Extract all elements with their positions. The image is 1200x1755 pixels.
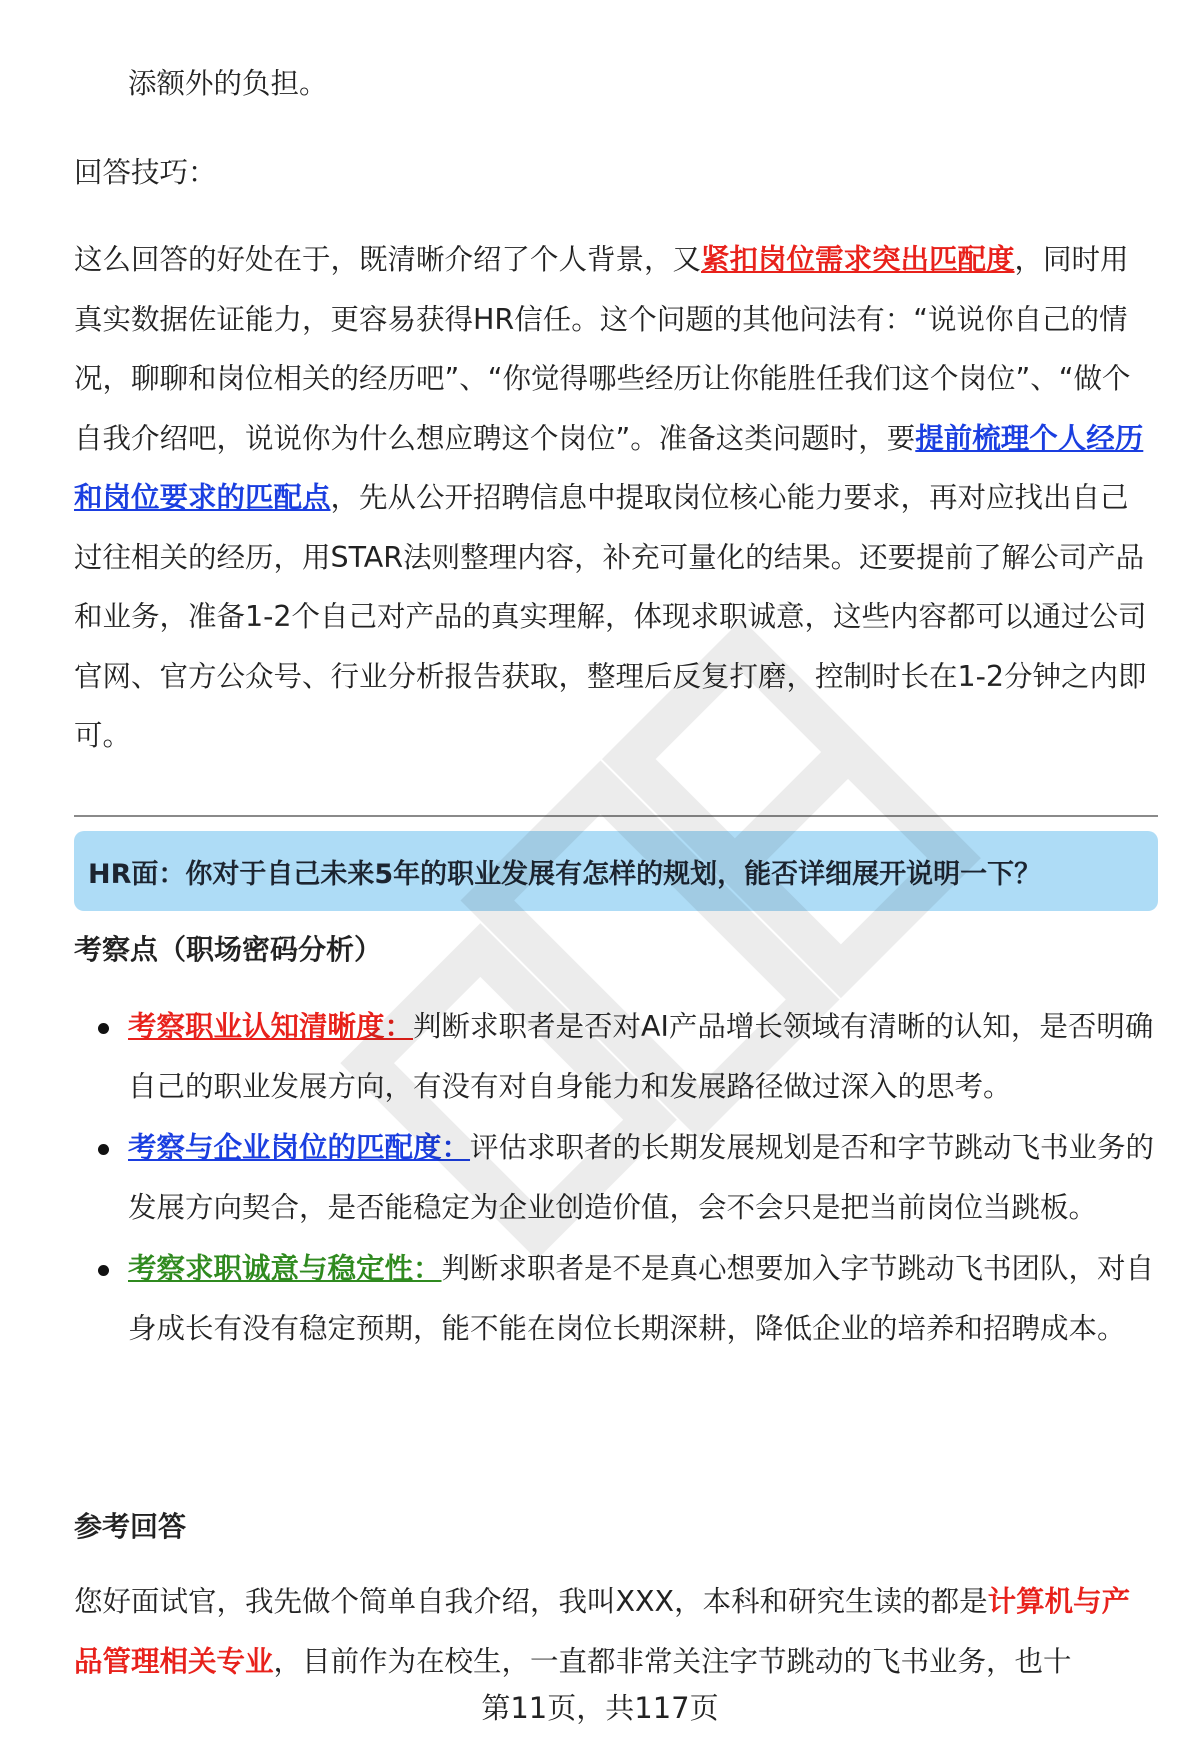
page-number-footer: 第11页，共117页 — [481, 1691, 719, 1725]
paragraph-text: ，同时用真实数据佐证能力，更容易获得HR信任。这个问题的其他问法有：“说说你自己的情况，聊聊和岗位相关的经历吧”、“你觉得哪些经历让你能胜任我们这个岗位”、“做个自我介绍吧，说说你为什么想应聘这个岗位”。准备这类问题时，要 — [74, 243, 1131, 455]
section-divider — [74, 815, 1158, 817]
tips-label: 回答技巧： — [74, 156, 217, 189]
reference-answer-heading: 参考回答 — [74, 1510, 187, 1543]
bullet-text: 评估求职者的长期发展规划是否和字节跳动飞书业务的发展方向契合，是否能稳定为企业创造价值，会不会只是把当前岗位当跳板。 — [128, 1131, 1155, 1224]
bullet-label-red: 考察职业认知清晰度： — [128, 1010, 414, 1043]
bullet-dot-icon — [98, 1144, 109, 1155]
list-item — [74, 1239, 1158, 1358]
list-item — [74, 997, 1158, 1116]
reference-answer-paragraph — [74, 1572, 1154, 1691]
bullet-text: 判断求职者是否对AI产品增长领域有清晰的认知，是否明确自己的职业发展方向，有没有对自身能力和发展路径做过深入的思考。 — [128, 1010, 1154, 1103]
paragraph-text: 这么回答的好处在于，既清晰介绍了个人背景，又 — [74, 243, 702, 276]
paragraph-text: ，目前作为在校生，一直都非常关注字节跳动的飞书业务，也十 — [273, 1644, 1072, 1678]
highlight-red-text: 计算机与产品管理相关专业 — [74, 1585, 1131, 1678]
paragraph-text: ，先从公开招聘信息中提取岗位核心能力要求，再对应找出自己过往相关的经历，用STAR法则整理内容，补充可量化的结果。还要提前了解公司产品和业务，准备1-2个自己对产品的真实理解，体现求职诚意，这些内容都可以通过公司官网、官方公众号、行业分析报告获取，整理后反复打磨，控制时长在1-2分钟之内即可。 — [74, 481, 1147, 752]
highlight-blue-text: 提前梳理个人经历和岗位要求的匹配点 — [74, 421, 1144, 514]
bullet-dot-icon — [98, 1023, 109, 1034]
continued-text-line: 添额外的负担。 — [128, 67, 328, 100]
list-item — [74, 1118, 1158, 1237]
exam-points-heading: 考察点（职场密码分析） — [74, 933, 383, 966]
question-text: HR面：你对于自己未来5年的职业发展有怎样的规划，能否详细展开说明一下？ — [88, 858, 1042, 890]
paragraph-text: 您好面试官，我先做个简单自我介绍，我叫XXX，本科和研究生读的都是 — [74, 1585, 988, 1618]
bullet-dot-icon — [98, 1265, 109, 1276]
bullet-label-green: 考察求职诚意与稳定性： — [128, 1252, 442, 1285]
bullet-text: 判断求职者是不是真心想要加入字节跳动飞书团队，对自身成长有没有稳定预期，能不能在岗位长期深耕，降低企业的培养和招聘成本。 — [128, 1252, 1155, 1345]
question-box — [74, 831, 1158, 911]
tips-paragraph — [74, 230, 1154, 766]
exam-points-list — [74, 997, 1158, 1360]
highlight-red-text: 紧扣岗位需求突出匹配度 — [701, 243, 1015, 276]
bullet-label-blue: 考察与企业岗位的匹配度： — [128, 1131, 471, 1164]
